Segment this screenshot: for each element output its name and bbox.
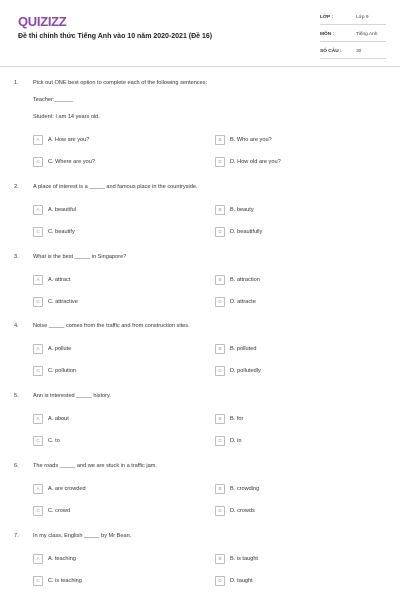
option-letter-box: C [33, 297, 43, 307]
option-letter-box: B [215, 344, 225, 354]
question-dialogue-line: Student: I am 14 years old. [33, 114, 100, 120]
option-text: B. beauty [230, 206, 254, 213]
question-number: 5. [14, 393, 19, 399]
meta-label: LỚP : [320, 15, 334, 20]
question-number: 4. [14, 323, 19, 329]
option-d[interactable] [215, 575, 253, 586]
option-letter-box: D [215, 436, 225, 446]
option-letter-box: D [215, 157, 225, 167]
option-b[interactable] [215, 343, 256, 354]
option-text: B. for [230, 415, 244, 422]
question-number: 7. [14, 533, 19, 539]
option-d[interactable] [215, 505, 255, 516]
option-b[interactable] [215, 204, 254, 215]
question-number: 2. [14, 184, 19, 190]
option-text: A. attract [48, 276, 71, 283]
option-letter-box: A [33, 344, 43, 354]
option-letter-box: A [33, 414, 43, 424]
option-text: A. How are you? [48, 136, 90, 143]
option-text: B. is taught [230, 555, 258, 562]
option-text: D. attracte [230, 298, 256, 305]
option-text: C. beautify [48, 228, 75, 235]
option-text: A. beautiful [48, 206, 76, 213]
option-letter-box: A [33, 205, 43, 215]
option-a[interactable] [33, 134, 89, 145]
option-c[interactable] [33, 575, 82, 586]
option-text: A. are crowded [48, 485, 86, 492]
option-d[interactable] [215, 296, 256, 307]
option-letter-box: D [215, 227, 225, 237]
option-b[interactable] [215, 413, 243, 424]
option-text: C. to [48, 437, 60, 444]
meta-label: SỐ CÂU : [320, 49, 342, 54]
option-letter-box: D [215, 366, 225, 376]
option-a[interactable] [33, 553, 76, 564]
option-text: D. pollutedly [230, 367, 261, 374]
option-text: A. teaching [48, 555, 76, 562]
worksheet-meta [320, 11, 386, 62]
option-letter-box: C [33, 157, 43, 167]
option-a[interactable] [33, 204, 76, 215]
option-d[interactable] [215, 156, 281, 167]
option-letter-box: A [33, 135, 43, 145]
option-letter-box: C [33, 576, 43, 586]
option-letter-box: B [215, 275, 225, 285]
question-number: 1. [14, 80, 19, 86]
option-a[interactable] [33, 274, 70, 285]
option-text: B. Who are you? [230, 136, 272, 143]
option-text: C. attractive [48, 298, 78, 305]
option-c[interactable] [33, 365, 76, 376]
question-text: What is the best _____ in Singapore? [33, 254, 127, 260]
question-text: Pick out ONE best option to complete each of the following sentences: [33, 80, 208, 86]
question-number: 6. [14, 463, 19, 469]
header-divider [0, 66, 400, 67]
option-letter-box: A [33, 484, 43, 494]
option-text: B. polluted [230, 345, 257, 352]
option-text: D. taught [230, 577, 253, 584]
option-c[interactable] [33, 505, 70, 516]
option-d[interactable] [215, 226, 262, 237]
option-letter-box: B [215, 554, 225, 564]
meta-row-question-count [320, 45, 386, 59]
option-b[interactable] [215, 274, 260, 285]
option-text: D. in [230, 437, 242, 444]
option-text: C. is teaching [48, 577, 82, 584]
option-a[interactable] [33, 483, 86, 494]
option-text: D. beautifully [230, 228, 263, 235]
option-letter-box: B [215, 135, 225, 145]
option-a[interactable] [33, 343, 71, 354]
option-text: C. Where are you? [48, 158, 95, 165]
question-text: The roads _____ and we are stuck in a traffic jam. [33, 463, 157, 469]
option-letter-box: D [215, 297, 225, 307]
option-c[interactable] [33, 226, 75, 237]
option-b[interactable] [215, 134, 272, 145]
question-text: Ann is interested _____ history. [33, 393, 111, 399]
question-text: In my class, English _____ by Mr Bean. [33, 533, 132, 539]
option-text: C. crowd [48, 507, 71, 514]
option-c[interactable] [33, 296, 78, 307]
option-text: D. crowds [230, 507, 255, 514]
meta-value: 30 [356, 49, 362, 54]
meta-row-class [320, 11, 386, 25]
page-title: Đề thi chính thức Tiếng Anh vào 10 năm 2020-2021 (Đề 16) [18, 33, 213, 40]
option-letter-box: A [33, 554, 43, 564]
option-letter-box: C [33, 366, 43, 376]
question-text: A place of interest is a _____ and famous place in the countryside. [33, 184, 198, 190]
option-d[interactable] [215, 365, 261, 376]
meta-row-subject [320, 28, 386, 42]
option-text: B. attraction [230, 276, 260, 283]
option-text: A. about [48, 415, 69, 422]
option-letter-box: D [215, 506, 225, 516]
option-letter-box: B [215, 414, 225, 424]
option-text: C. pollution [48, 367, 76, 374]
option-letter-box: C [33, 227, 43, 237]
question-dialogue-line: Teacher:______ [33, 97, 74, 103]
quizizz-logo: QUIZIZZ [18, 14, 67, 29]
option-b[interactable] [215, 483, 259, 494]
meta-label: MÔN : [320, 32, 335, 37]
question-text: Noise _____ comes from the traffic and from construction sites. [33, 323, 190, 329]
meta-value: Tiếng Anh [356, 32, 378, 37]
option-text: B. crowding [230, 485, 260, 492]
question-number: 3. [14, 254, 19, 260]
option-letter-box: C [33, 506, 43, 516]
option-letter-box: B [215, 205, 225, 215]
option-text: A. pollute [48, 345, 72, 352]
option-letter-box: B [215, 484, 225, 494]
option-letter-box: D [215, 576, 225, 586]
option-d[interactable] [215, 435, 242, 446]
option-b[interactable] [215, 553, 258, 564]
option-c[interactable] [33, 435, 60, 446]
option-c[interactable] [33, 156, 95, 167]
option-text: D. How old are you? [230, 158, 281, 165]
option-letter-box: C [33, 436, 43, 446]
option-letter-box: A [33, 275, 43, 285]
option-a[interactable] [33, 413, 69, 424]
meta-value: Lớp 9 [356, 15, 369, 20]
